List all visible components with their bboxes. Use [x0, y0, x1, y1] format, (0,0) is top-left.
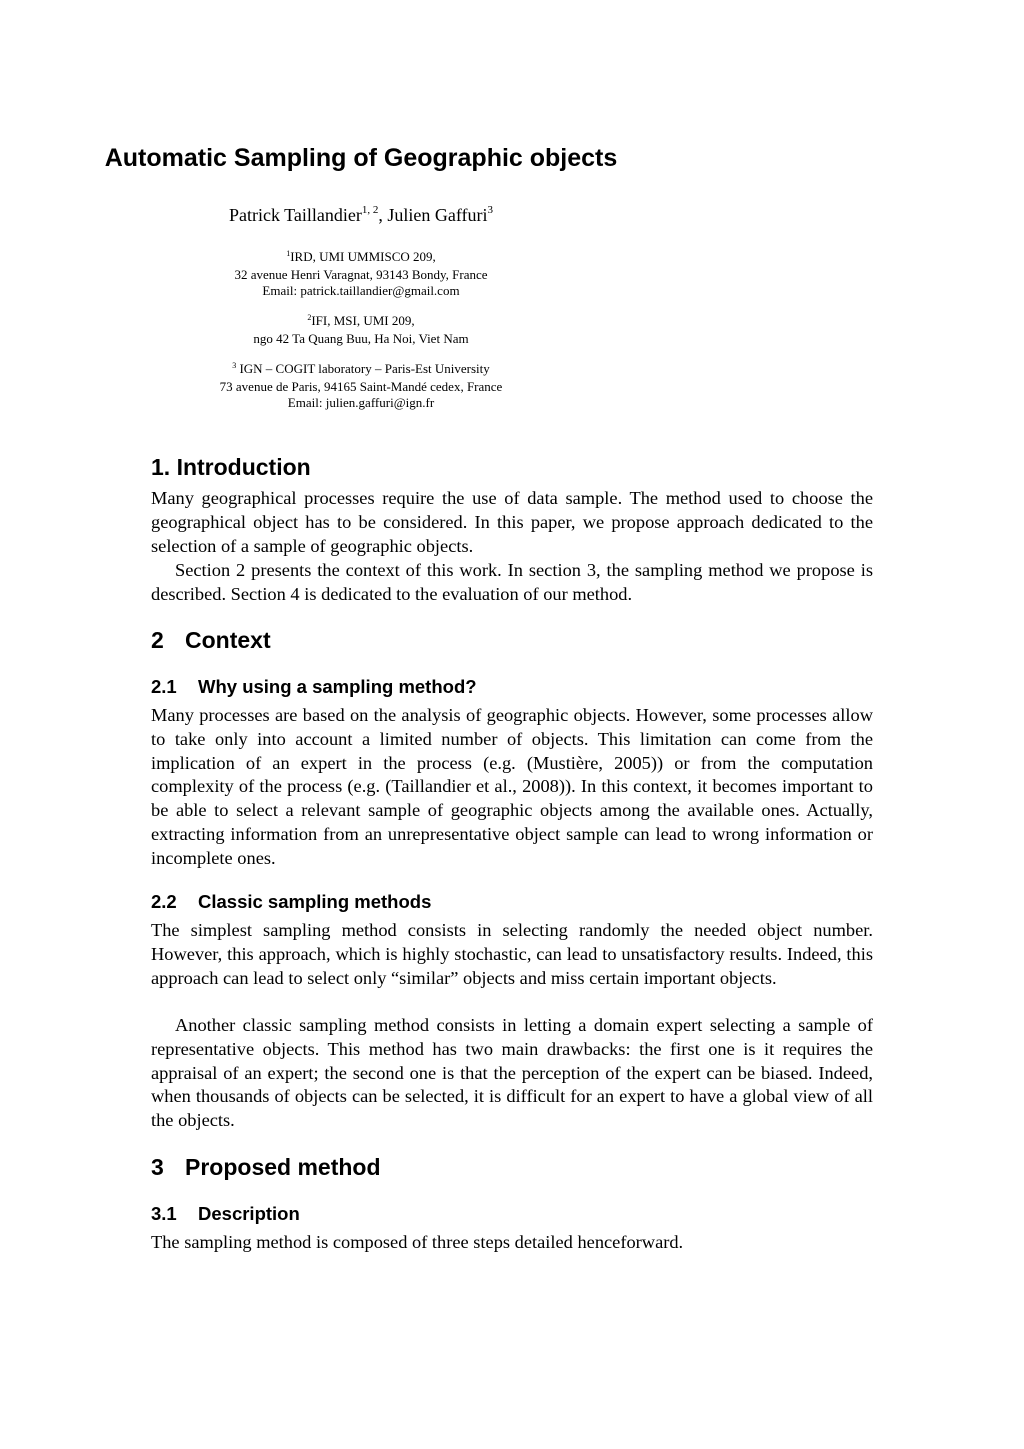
affiliation-line: 73 avenue de Paris, 94165 Saint-Mandé cedex, France — [219, 379, 503, 394]
affiliation-marker: 2 — [307, 313, 312, 322]
section-number: 3 — [151, 1154, 164, 1180]
paragraph: Another classic sampling method consists in letting a domain expert selecting a sample of representative objects. This method has two main drawbacks: the first one is it requires the appraisal of an expert; the second one is that the perception of the expert can be biased. Indeed, when thousands of objects can be selected, it is difficult for an expert to have a global view of all the objects. — [151, 1015, 873, 1131]
paragraph: The sampling method is composed of three steps detailed henceforward. — [151, 1232, 684, 1252]
author-name: Julien Gaffuri — [387, 205, 488, 225]
subsection-heading-3-1 — [151, 1202, 300, 1226]
subsection-heading-2-1 — [151, 675, 477, 699]
author-affiliation-marker: 3 — [487, 204, 494, 216]
paragraph: Many processes are based on the analysis of geographic objects. However, some processes allow to take only into account a limited number of objects. This limitation can come from the implication of an expert in the process (e.g. (Mustière, 2005)) or from the computation complexity of the process (e.g. (Taillandier et al., 2008)). In this context, it becomes important to be able to select a relevant sample of geographic objects among the available ones. Actually, extracting information from an unrepresentative object sample can lead to wrong information or incomplete ones. — [151, 705, 873, 868]
affiliation-line: Email: patrick.taillandier@gmail.com — [262, 283, 460, 298]
affiliation-line: 32 avenue Henri Varagnat, 93143 Bondy, France — [234, 267, 488, 282]
affiliation-line: ngo 42 Ta Quang Buu, Ha Noi, Viet Nam — [253, 331, 469, 346]
paper-title: Automatic Sampling of Geographic objects — [104, 144, 618, 172]
section-heading-context — [151, 626, 271, 654]
subsection-title: Classic sampling methods — [198, 891, 432, 912]
section-heading-introduction: 1. Introduction — [151, 454, 311, 480]
section-number: 2 — [151, 627, 164, 653]
subsection-title: Why using a sampling method? — [198, 676, 477, 697]
section-title: Context — [185, 627, 271, 653]
paragraph: Many geographical processes require the use of data sample. The method used to choose the geographical object has to be considered. In this paper, we propose approach dedicated to the selection of a sample of geographic objects. — [151, 488, 873, 556]
affiliation-marker: 1 — [286, 249, 291, 258]
subsection-number: 3.1 — [151, 1203, 177, 1224]
affiliation-line: IGN – COGIT laboratory – Paris-Est University — [236, 361, 490, 376]
affiliation-block — [0, 249, 873, 299]
section-heading-proposed-method — [151, 1153, 381, 1181]
affiliation-line: Email: julien.gaffuri@ign.fr — [287, 395, 435, 410]
affiliation-marker: 3 — [232, 361, 237, 370]
author-separator: , — [378, 205, 388, 225]
author-affiliation-marker: 1, 2 — [361, 204, 379, 216]
section-title: Proposed method — [185, 1154, 381, 1180]
author-name: Patrick Taillandier — [228, 205, 362, 225]
paragraph: The simplest sampling method consists in selecting randomly the needed object number. However, this approach, which is highly stochastic, can lead to unsatisfactory results. Indeed, this approach can lead to select only “similar” objects and miss certain important objects. — [151, 920, 873, 988]
subsection-number: 2.1 — [151, 676, 177, 697]
affiliation-line: IFI, MSI, UMI 209, — [311, 313, 415, 328]
affiliation-block — [0, 361, 873, 411]
subsection-title: Description — [198, 1203, 300, 1224]
subsection-number: 2.2 — [151, 891, 177, 912]
affiliation-line: IRD, UMI UMMISCO 209, — [290, 249, 436, 264]
affiliation-block — [0, 313, 873, 347]
author-line — [0, 202, 873, 231]
paragraph: Section 2 presents the context of this work. In section 3, the sampling method we propose is described. Section 4 is dedicated to the evaluation of our method. — [151, 560, 873, 604]
subsection-heading-2-2 — [151, 890, 431, 914]
